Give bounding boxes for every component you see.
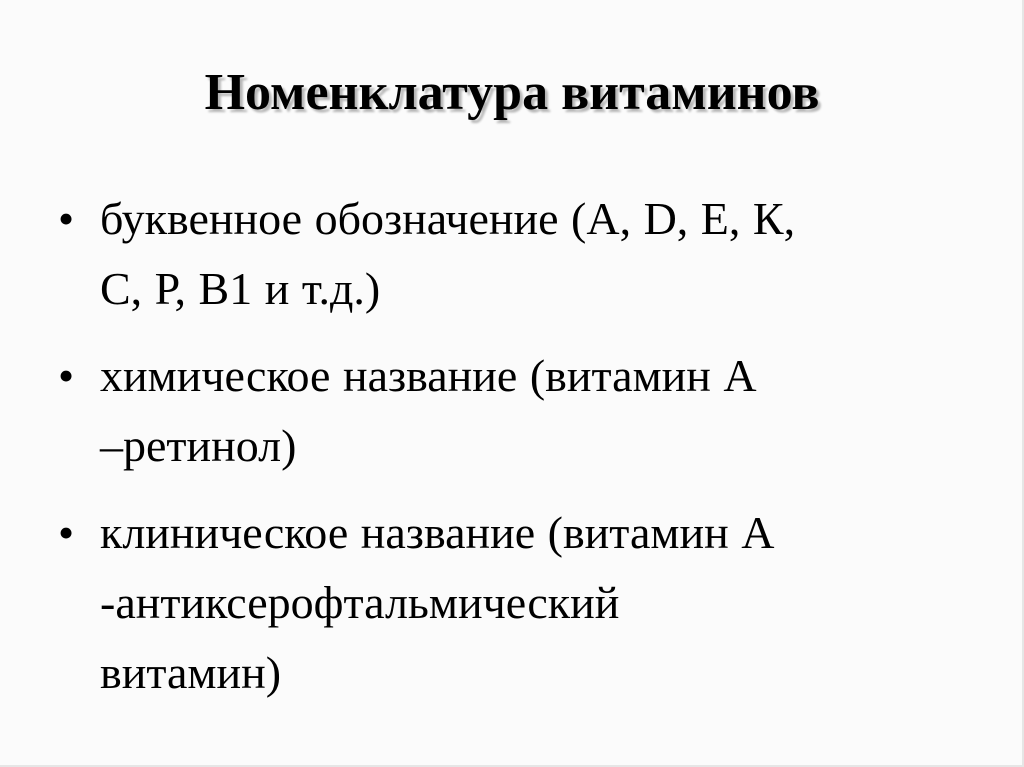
slide-title: Номенклатура витаминов: [204, 64, 820, 121]
bullet-line: клиническое название (витамин А: [100, 507, 775, 558]
bullet-icon: •: [58, 507, 75, 558]
bullet-line: буквенное обозначение (А, D, Е, К,: [100, 193, 796, 244]
bullet-item-chemical-name: [58, 341, 968, 481]
bullet-icon: •: [58, 350, 75, 401]
bullet-icon: •: [58, 193, 75, 244]
bullet-line: С, Р, В1 и т.д.): [100, 263, 381, 314]
bullet-item-letter-designation: [58, 184, 968, 324]
bullet-line: –ретинол): [100, 420, 297, 471]
bullet-line: -антиксерофтальмический: [100, 577, 620, 628]
bullet-line: витамин): [100, 647, 282, 698]
bullet-list: [58, 184, 968, 725]
bullet-line: химическое название (витамин А: [100, 350, 757, 401]
bullet-item-clinical-name: [58, 498, 968, 708]
